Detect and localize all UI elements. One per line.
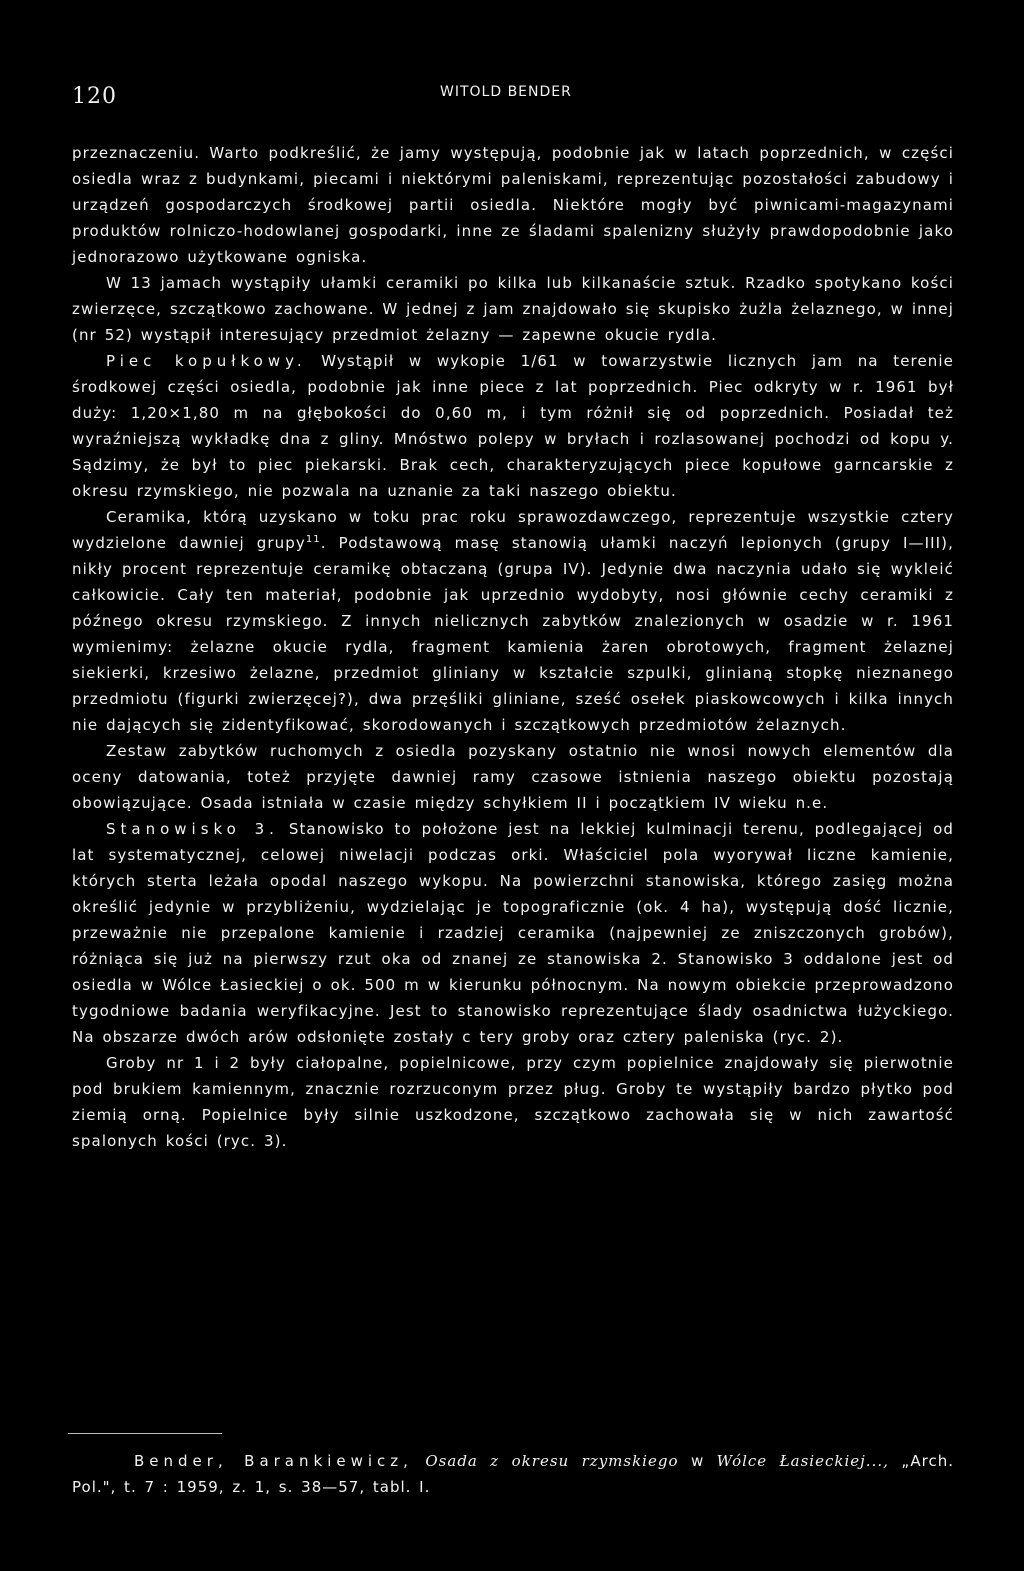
paragraph: przeznaczeniu. Warto podkreślić, że jamy występują, podobnie jak w latach poprzednich, w części osiedla wraz z budynkami, piecami i niektórymi paleniskami, reprezentując pozostałości zabudowy i urządzeń gospodarczych środkowej partii osiedla. Niektóre mogły być piwnicami-magazynami produktów rolniczo-hodowlanej gospodarki, inne ze śladami spalenizny służyły prawdopodobnie jako jednorazowo użytkowane ogniska.: [72, 144, 954, 266]
footnote-title: Osada z okresu rzymskiego: [425, 1452, 679, 1470]
footnote-citation: „Arch. Pol.", t. 7 : 1959, z. 1, s. 38—57, tabl. I.: [72, 1452, 954, 1496]
footnote-rule: [68, 1433, 222, 1434]
page-number: 120: [72, 84, 117, 109]
paragraph-text: Wystąpił w wykopie 1/61 w towarzystwie licznych jam na terenie środkowej części osiedla, podobnie jak inne piece z lat poprzednich. Piec odkryty w r. 1961 był duży: 1,20×1,80 m na głębokości do 0,60 m, i tym różnił się od poprzednich. Posiadał też wyraźniejszą wykładkę dna z gliny. Mnóstwo polepy w bryłach i rozlasowanej pochodzi od kopu y. Sądzimy, że był to piec piekarski. Brak cech, charakteryzujących piece kopułowe garncarskie z okresu rzymskiego, nie pozwala na uznanie za taki naszego obiektu.: [72, 352, 954, 500]
section-lead: Piec kopułkowy.: [106, 352, 307, 370]
paragraph-text: Stanowisko to położone jest na lekkiej kulminacji terenu, podlegającej od lat systematycznej, celowej niwelacji podczas orki. Właściciel pola wyorywał liczne kamienie, których sterta leżała opodal naszego wykopu. Na powierzchni stanowiska, którego zasięg można określić jedynie w przybliżeniu, wydzielając je topograficznie (ok. 4 ha), występują dość licznie, przeważnie nie przepalone kamienie i rzadziej ceramika (najpewniej ze zniszczonych grobów), różniąca się już na pierwszy rzut oka od znanej ze stanowiska 2. Stanowisko 3 oddalone jest od osiedla w Wólce Łasieckiej o ok. 500 m w kierunku północnym. Na nowym obiekcie przeprowadzono tygodniowe badania weryfikacyjne. Jest to stanowisko reprezentujące ślady osadnictwa łużyckiego. Na obszarze dwóch arów odsłonięte zostały c tery groby oraz cztery paleniska (ryc. 2).: [72, 820, 954, 1046]
footnote-authors: Bender, Barankiewicz,: [134, 1452, 413, 1470]
paragraph: Groby nr 1 i 2 były ciałopalne, popielnicowe, przy czym popielnice znajdowały się pierwotnie pod brukiem kamiennym, znacznie rozrzuconym przez pług. Groby te wystąpiły bardzo płytko pod ziemią orną. Popielnice były silnie uszkodzone, szczątkowo zachowała się w nich zawartość spalonych kości (ryc. 3).: [72, 1054, 954, 1150]
paragraph: W 13 jamach wystąpiły ułamki ceramiki po kilka lub kilkanaście sztuk. Rzadko spotykano kości zwierzęce, szczątkowo zachowane. W jednej z jam znajdowało się skupisko żużla żelaznego, w innej (nr 52) wystąpił interesujący przedmiot żelazny — zapewne okucie rydla.: [72, 274, 954, 344]
footnote-connector: w: [690, 1452, 705, 1470]
section-lead: Stanowisko 3.: [106, 820, 279, 838]
paragraph: [72, 816, 954, 1050]
paragraph: [72, 348, 954, 504]
footnote-marker: 11: [305, 534, 321, 545]
paragraph: [72, 504, 954, 738]
running-head: WITOLD BENDER: [440, 84, 572, 100]
paragraph-text: Ceramika, którą uzyskano w toku prac roku sprawozdawczego, reprezentuje wszystkie cztery wydzielone dawniej grupy: [72, 508, 954, 552]
footnote: [72, 1448, 954, 1500]
footnote-place: Wólce Łasieckiej...,: [716, 1452, 889, 1470]
paragraph: Zestaw zabytków ruchomych z osiedla pozyskany ostatnio nie wnosi nowych elementów dla oceny datowania, toteż przyjęte dawniej ramy czasowe istnienia naszego obiektu pozostają obowiązujące. Osada istniała w czasie między schyłkiem II i początkiem IV wieku n.e.: [72, 742, 954, 812]
paragraph-text: . Podstawową masę stanowią ułamki naczyń lepionych (grupy I—III), nikły procent reprezentuje ceramikę obtaczaną (grupa IV). Jedynie dwa naczynia udało się wykleić całkowicie. Cały ten materiał, podobnie jak uprzednio wydobyty, nosi głównie cechy ceramiki z późnego okresu rzymskiego. Z innych nielicznych zabytków znalezionych w osadzie w r. 1961 wymienimy: żelazne okucie rydla, fragment kamienia żaren obrotowych, fragment żelaznej siekierki, krzesiwo żelazne, przedmiot gliniany w kształcie szpulki, glinianą stopkę nieznanego przedmiotu (figurki zwierzęcej?), dwa przęśliki gliniane, sześć osełek piaskowcowych i kilka innych nie dających się zidentyfikować, skorodowanych i szczątkowych przedmiotów żelaznych.: [72, 534, 954, 734]
article-body: [72, 140, 954, 1154]
